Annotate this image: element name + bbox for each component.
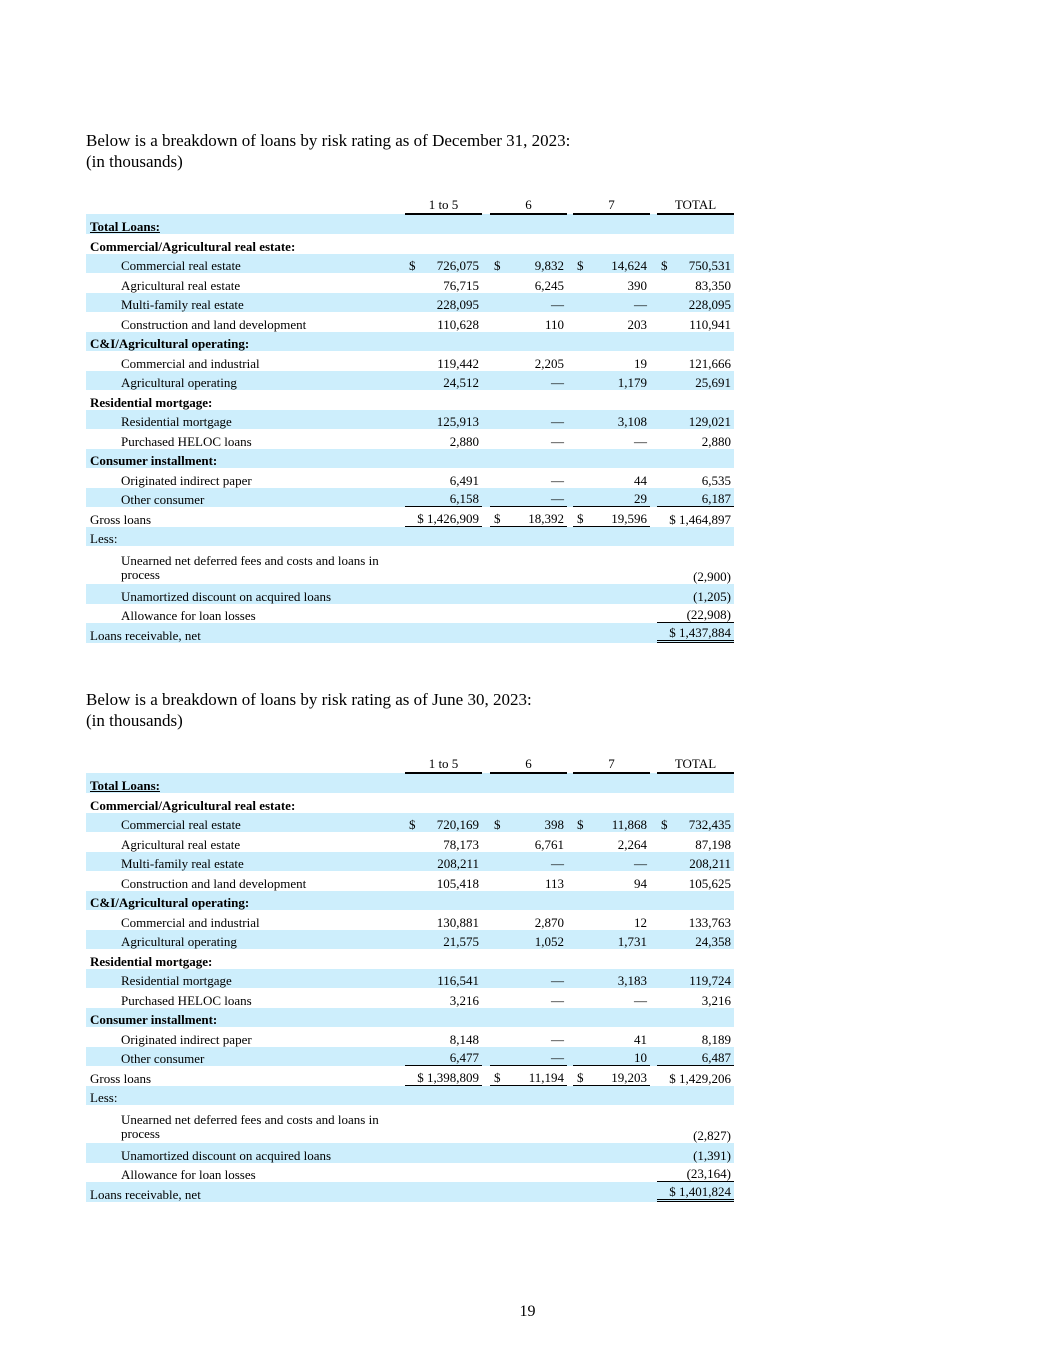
value-cell: 12 — [634, 914, 647, 930]
value-cell: 6,491 — [449, 472, 479, 488]
value-cell: 10 — [573, 1047, 650, 1067]
section-row — [86, 891, 734, 911]
value-cell: 2,205 — [534, 355, 564, 371]
value-cell: 113 — [544, 875, 564, 891]
gap — [650, 254, 657, 274]
table-row-ag-operating — [86, 371, 734, 391]
row-label: Consumer installment: — [86, 1008, 405, 1028]
gap — [482, 371, 490, 391]
value-cell: 1,052 — [490, 930, 567, 950]
gap — [650, 351, 657, 371]
empty-cell — [405, 623, 482, 643]
gap — [650, 1027, 657, 1047]
table-row-heloc — [86, 429, 734, 449]
table-row-construction — [86, 312, 734, 332]
table-row-heloc — [86, 988, 734, 1008]
row-label: Commercial real estate — [86, 254, 405, 274]
value-cell: $ 720,169 — [405, 813, 482, 833]
empty-cell — [482, 1143, 490, 1163]
value-cell: — — [551, 433, 564, 449]
gap — [482, 410, 490, 430]
header-row — [86, 751, 734, 773]
row-label: Agricultural operating — [86, 371, 405, 391]
total-cell: $ 1,464,897 — [669, 511, 731, 527]
empty-cell — [490, 1163, 567, 1183]
empty-cell — [482, 584, 490, 604]
value-cell: 2,880 — [449, 433, 479, 449]
total-cell: 25,691 — [657, 371, 734, 391]
table-row-unearned — [86, 1105, 734, 1143]
total-cell: (23,164) — [657, 1163, 734, 1183]
empty-cell — [490, 584, 567, 604]
row-label: Purchased HELOC loans — [121, 992, 252, 1008]
gap — [650, 813, 657, 833]
table-row-unamortized — [86, 584, 734, 604]
total-cell: $ 732,435 — [657, 813, 734, 833]
gap — [482, 351, 490, 371]
empty-cell — [573, 604, 650, 624]
empty-cell — [573, 1105, 650, 1143]
row-label: Commercial/Agricultural real estate: — [90, 797, 296, 813]
section-row-total-loans — [86, 214, 734, 235]
total-cell: 105,625 — [688, 875, 731, 891]
total-cell: 121,666 — [688, 355, 731, 371]
col-header: TOTAL — [657, 751, 734, 773]
value-cell: — — [490, 410, 567, 430]
gap — [650, 429, 657, 449]
row-label: C&I/Agricultural operating: — [86, 891, 405, 911]
empty-cell — [573, 584, 650, 604]
table-row-agricultural-re — [86, 832, 734, 852]
section-row — [86, 449, 734, 469]
gap — [650, 371, 657, 391]
value-cell: — — [490, 371, 567, 391]
empty-cell — [490, 604, 567, 624]
value-cell: 94 — [634, 875, 647, 891]
empty-cell — [490, 1105, 567, 1143]
gap — [482, 813, 490, 833]
value-cell: — — [551, 992, 564, 1008]
empty-cell — [573, 1143, 650, 1163]
gap — [482, 871, 490, 891]
risk-rating-section — [86, 689, 746, 1202]
empty-cell — [490, 1143, 567, 1163]
gap — [650, 969, 657, 989]
page-number: 19 — [519, 1303, 536, 1320]
value-cell: — — [634, 433, 647, 449]
row-label: Other consumer — [86, 1047, 405, 1067]
gap — [650, 468, 657, 488]
row-label: Gross loans — [90, 1070, 152, 1086]
row-label: Unearned net deferred fees and costs and loans in process — [121, 553, 379, 582]
value-cell: — — [573, 852, 650, 872]
row-label: Residential mortgage — [86, 969, 405, 989]
empty-cell — [405, 584, 482, 604]
row-label: Purchased HELOC loans — [121, 433, 252, 449]
col-header: 6 — [490, 751, 567, 773]
gap — [650, 1047, 657, 1067]
value-cell: 6,761 — [534, 836, 564, 852]
empty-cell — [650, 546, 657, 584]
section-row — [86, 1008, 734, 1028]
value-cell: $ 1,398,809 — [405, 1066, 482, 1086]
gap — [482, 1027, 490, 1047]
value-cell: — — [634, 992, 647, 1008]
value-cell: 24,512 — [405, 371, 482, 391]
value-cell: $ 14,624 — [573, 254, 650, 274]
empty-cell — [573, 623, 650, 643]
empty-cell — [482, 546, 490, 584]
row-label: Multi-family real estate — [86, 293, 405, 313]
value-cell: 125,913 — [405, 410, 482, 430]
total-cell: 228,095 — [657, 293, 734, 313]
value-cell: 105,418 — [436, 875, 479, 891]
table-row-multifamily — [86, 293, 734, 313]
empty-cell — [650, 584, 657, 604]
value-cell: 6,158 — [405, 488, 482, 508]
table-row-commercial-re — [86, 813, 734, 833]
gap — [482, 1047, 490, 1067]
section-row — [86, 793, 734, 813]
table-row-commercial-re — [86, 254, 734, 274]
table-row-commercial-ind — [86, 351, 734, 371]
empty-cell — [405, 1163, 482, 1183]
value-cell: — — [551, 472, 564, 488]
gap — [650, 832, 657, 852]
table-row-allowance — [86, 1163, 734, 1183]
section-row — [86, 234, 734, 254]
gap — [482, 969, 490, 989]
gap — [650, 1066, 657, 1086]
table-row-indirect — [86, 1027, 734, 1047]
value-cell: 2,264 — [617, 836, 647, 852]
empty-cell — [573, 1182, 650, 1202]
row-label: Allowance for loan losses — [121, 608, 256, 623]
gap — [482, 1066, 490, 1086]
empty-cell — [650, 1163, 657, 1183]
total-cell: 3,216 — [701, 992, 731, 1008]
total-cell: 2,880 — [701, 433, 731, 449]
value-cell: 110,628 — [437, 316, 479, 332]
value-cell: $ 9,832 — [490, 254, 567, 274]
table-row-agricultural-re — [86, 273, 734, 293]
total-cell: 133,763 — [688, 914, 731, 930]
section-row — [86, 949, 734, 969]
gap — [482, 488, 490, 508]
gap — [482, 832, 490, 852]
value-cell: — — [490, 488, 567, 508]
empty-cell — [482, 1105, 490, 1143]
gap — [482, 930, 490, 950]
value-cell: 41 — [634, 1031, 647, 1047]
value-cell: 29 — [573, 488, 650, 508]
empty-cell — [405, 604, 482, 624]
row-label: Agricultural real estate — [121, 836, 241, 852]
gap — [650, 410, 657, 430]
gap — [650, 507, 657, 527]
header-row — [86, 192, 734, 214]
row-label: Originated indirect paper — [121, 1031, 252, 1047]
gap — [482, 429, 490, 449]
value-cell: 78,173 — [443, 836, 479, 852]
empty-cell — [650, 604, 657, 624]
empty-cell — [405, 1143, 482, 1163]
total-cell: 208,211 — [657, 852, 734, 872]
loans-risk-rating-table — [86, 192, 734, 643]
table-row-unearned — [86, 546, 734, 584]
value-cell: 3,183 — [573, 969, 650, 989]
value-cell: 6,477 — [405, 1047, 482, 1067]
value-cell: 203 — [627, 316, 647, 332]
table-row-gross — [86, 1066, 734, 1086]
value-cell: 3,108 — [573, 410, 650, 430]
total-cell: $ 750,531 — [657, 254, 734, 274]
gap — [650, 871, 657, 891]
empty-cell — [482, 623, 490, 643]
total-cell: (2,827) — [693, 1128, 731, 1143]
row-label: Allowance for loan losses — [121, 1167, 256, 1182]
value-cell: 110 — [544, 316, 564, 332]
table-row-other-cons — [86, 488, 734, 508]
empty-cell — [482, 1163, 490, 1183]
gap — [650, 488, 657, 508]
row-label: Residential mortgage — [86, 410, 405, 430]
table-row-net — [86, 1182, 734, 1202]
table-row-multifamily — [86, 852, 734, 872]
gap — [650, 910, 657, 930]
col-header: 7 — [573, 751, 650, 773]
value-cell: 116,541 — [405, 969, 482, 989]
table-row-other-cons — [86, 1047, 734, 1067]
value-cell: 1,179 — [573, 371, 650, 391]
gap — [650, 988, 657, 1008]
total-cell: 6,187 — [657, 488, 734, 508]
row-label: Agricultural operating — [86, 930, 405, 950]
row-label: Construction and land development — [121, 316, 307, 332]
total-cell: 87,198 — [695, 836, 731, 852]
value-cell: 130,881 — [436, 914, 479, 930]
col-header: 7 — [573, 192, 650, 214]
table-row-gross — [86, 507, 734, 527]
row-label: Agricultural real estate — [121, 277, 241, 293]
value-cell: — — [490, 293, 567, 313]
row-label: Consumer installment: — [86, 449, 405, 469]
total-cell: 8,189 — [701, 1031, 731, 1047]
table-row-res-mortgage — [86, 969, 734, 989]
row-label: Multi-family real estate — [86, 852, 405, 872]
value-cell: 119,442 — [437, 355, 479, 371]
row-label: C&I/Agricultural operating: — [86, 332, 405, 352]
value-cell: $ 726,075 — [405, 254, 482, 274]
total-cell: 119,724 — [657, 969, 734, 989]
gap — [482, 312, 490, 332]
row-label: Commercial and industrial — [121, 355, 260, 371]
gap — [482, 293, 490, 313]
value-cell: 76,715 — [443, 277, 479, 293]
empty-cell — [573, 1163, 650, 1183]
value-cell: 44 — [634, 472, 647, 488]
row-label: Commercial and industrial — [121, 914, 260, 930]
total-cell: 110,941 — [689, 316, 731, 332]
gap — [482, 910, 490, 930]
col-header: 1 to 5 — [405, 751, 482, 773]
gap — [650, 312, 657, 332]
total-cell: (1,391) — [657, 1143, 734, 1163]
total-cell: 6,487 — [657, 1047, 734, 1067]
gap — [650, 852, 657, 872]
row-label: Unamortized discount on acquired loans — [86, 1143, 405, 1163]
value-cell: 21,575 — [405, 930, 482, 950]
value-cell: — — [490, 969, 567, 989]
empty-cell — [650, 1105, 657, 1143]
row-label: Unearned net deferred fees and costs and loans in process — [121, 1112, 379, 1141]
gap — [650, 930, 657, 950]
empty-cell — [405, 1182, 482, 1202]
value-cell: 1,731 — [573, 930, 650, 950]
gap — [650, 273, 657, 293]
total-cell: (2,900) — [693, 569, 731, 584]
table-row-net — [86, 623, 734, 643]
value-cell: $ 19,596 — [573, 507, 650, 527]
gap — [650, 293, 657, 313]
table-row-ag-operating — [86, 930, 734, 950]
total-cell: 24,358 — [657, 930, 734, 950]
empty-cell — [405, 1105, 482, 1143]
risk-rating-section — [86, 130, 746, 643]
table-row-construction — [86, 871, 734, 891]
total-cell: $ 1,437,884 — [657, 623, 734, 643]
value-cell: $ 11,194 — [490, 1066, 567, 1086]
empty-cell — [650, 1143, 657, 1163]
empty-cell — [482, 1182, 490, 1202]
section-row — [86, 390, 734, 410]
value-cell: 8,148 — [449, 1031, 479, 1047]
empty-cell — [490, 546, 567, 584]
row-label: Unamortized discount on acquired loans — [86, 584, 405, 604]
gap — [482, 273, 490, 293]
empty-cell — [482, 604, 490, 624]
row-label: Loans receivable, net — [86, 623, 405, 643]
table-row-unamortized — [86, 1143, 734, 1163]
gap — [482, 507, 490, 527]
value-cell: — — [573, 293, 650, 313]
row-label: Loans receivable, net — [86, 1182, 405, 1202]
gap — [482, 988, 490, 1008]
col-header: 6 — [490, 192, 567, 214]
value-cell: $ 19,203 — [573, 1066, 650, 1086]
empty-cell — [490, 623, 567, 643]
value-cell: $ 11,868 — [573, 813, 650, 833]
total-cell: 83,350 — [695, 277, 731, 293]
value-cell: 390 — [627, 277, 647, 293]
total-cell: $ 1,429,206 — [669, 1070, 731, 1086]
value-cell: — — [490, 852, 567, 872]
table-row-indirect — [86, 468, 734, 488]
total-cell: (1,205) — [657, 584, 734, 604]
row-label: Originated indirect paper — [121, 472, 252, 488]
total-cell: 129,021 — [657, 410, 734, 430]
value-cell: 208,211 — [405, 852, 482, 872]
value-cell: $ 1,426,909 — [405, 507, 482, 527]
row-label: Total Loans: — [86, 214, 405, 235]
row-label: Commercial/Agricultural real estate: — [90, 238, 296, 254]
section-row-total-loans — [86, 773, 734, 794]
row-label: Residential mortgage: — [90, 394, 213, 410]
gap — [482, 468, 490, 488]
row-label: Less: — [86, 527, 405, 547]
row-label: Construction and land development — [121, 875, 307, 891]
row-label: Other consumer — [86, 488, 405, 508]
table-row-commercial-ind — [86, 910, 734, 930]
empty-cell — [650, 1182, 657, 1202]
value-cell: — — [551, 1031, 564, 1047]
row-label: Gross loans — [90, 511, 152, 527]
intro-title: Below is a breakdown of loans by risk rating as of December 31, 2023: (in thousands) — [86, 131, 571, 171]
loans-risk-rating-table — [86, 751, 734, 1202]
total-cell: $ 1,401,824 — [657, 1182, 734, 1202]
section-row-less — [86, 527, 734, 547]
section-row — [86, 332, 734, 352]
value-cell: 3,216 — [449, 992, 479, 1008]
section-row-less — [86, 1086, 734, 1106]
value-cell: 6,245 — [534, 277, 564, 293]
total-cell: 6,535 — [701, 472, 731, 488]
table-row-res-mortgage — [86, 410, 734, 430]
value-cell: $ 398 — [490, 813, 567, 833]
empty-cell — [650, 623, 657, 643]
value-cell: 228,095 — [405, 293, 482, 313]
value-cell: $ 18,392 — [490, 507, 567, 527]
value-cell: — — [490, 1047, 567, 1067]
col-header: 1 to 5 — [405, 192, 482, 214]
row-label: Commercial real estate — [86, 813, 405, 833]
value-cell: 2,870 — [534, 914, 564, 930]
row-label: Total Loans: — [86, 773, 405, 794]
empty-cell — [405, 546, 482, 584]
row-label: Residential mortgage: — [90, 953, 213, 969]
gap — [482, 254, 490, 274]
total-cell: (22,908) — [657, 604, 734, 624]
empty-cell — [490, 1182, 567, 1202]
empty-cell — [573, 546, 650, 584]
table-row-allowance — [86, 604, 734, 624]
row-label: Less: — [86, 1086, 405, 1106]
value-cell: 19 — [634, 355, 647, 371]
intro-title: Below is a breakdown of loans by risk rating as of June 30, 2023: (in thousands) — [86, 690, 532, 730]
col-header: TOTAL — [657, 192, 734, 214]
gap — [482, 852, 490, 872]
